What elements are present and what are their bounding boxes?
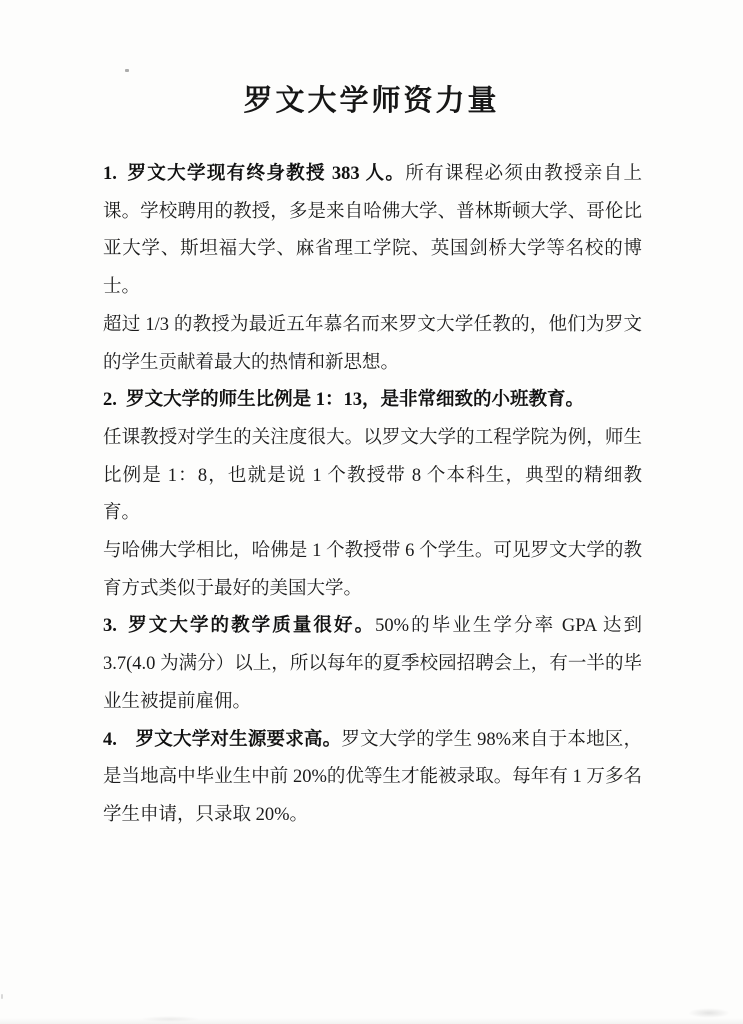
paragraph-lead-text: 2. 罗文大学的师生比例是 1：13，是非常细致的小班教育。 (103, 390, 585, 411)
scan-smudge (140, 1016, 200, 1022)
paragraph-lead-text: 3. 罗文大学的教学质量很好。 (103, 616, 376, 637)
paragraph-lead-text: 1. 罗文大学现有终身教授 383 人。 (103, 164, 406, 184)
scan-speck (1, 994, 3, 999)
paragraph-lead-text: 4. 罗文大学对生源要求高。 (103, 729, 342, 750)
paragraph-body-text: 任课教授对学生的关注度很大。以罗文大学的工程学院为例，师生比例是 1：8，也就是说 1 个教授带 8 个本科生，典型的精细教育。 (103, 427, 642, 524)
paragraph (103, 420, 642, 533)
paragraph (103, 382, 642, 420)
document-title: 罗文大学师资力量 (243, 85, 500, 117)
paragraph-body-text: 与哈佛大学相比，哈佛是 1 个教授带 6 个学生。可见罗文大学的教育方式类似于最好的美国大学。 (103, 541, 642, 599)
paragraph-body-text: 50%的毕业生学分率 GPA 达到 3.7(4.0 为满分）以上，所以每年的夏季校园招聘会上，有一半的毕业生被提前雇佣。 (103, 616, 642, 712)
paragraph (103, 608, 642, 721)
scan-speck (125, 69, 129, 72)
paragraph-body-text: 超过 1/3 的教授为最近五年慕名而来罗文大学任教的，他们为罗文的学生贡献着最大的热情和新思想。 (103, 314, 642, 373)
paragraph-body-text: 所有课程必须由教授亲自上课。学校聘用的教授，多是来自哈佛大学、普林斯顿大学、哥伦比亚大学、斯坦福大学、麻省理工学院、英国剑桥大学等名校的博士。 (103, 164, 642, 298)
paragraph (103, 533, 642, 608)
scan-smudge (688, 1008, 730, 1018)
paragraph (103, 722, 642, 835)
paragraph-body-text: 罗文大学的学生 98%来自于本地区，是当地高中毕业生中前 20%的优等生才能被录取。每年有 1 万多名学生申请，只录取 20%。 (103, 729, 642, 825)
paragraph (103, 156, 642, 307)
document-body (103, 156, 642, 835)
paragraph (103, 307, 642, 382)
